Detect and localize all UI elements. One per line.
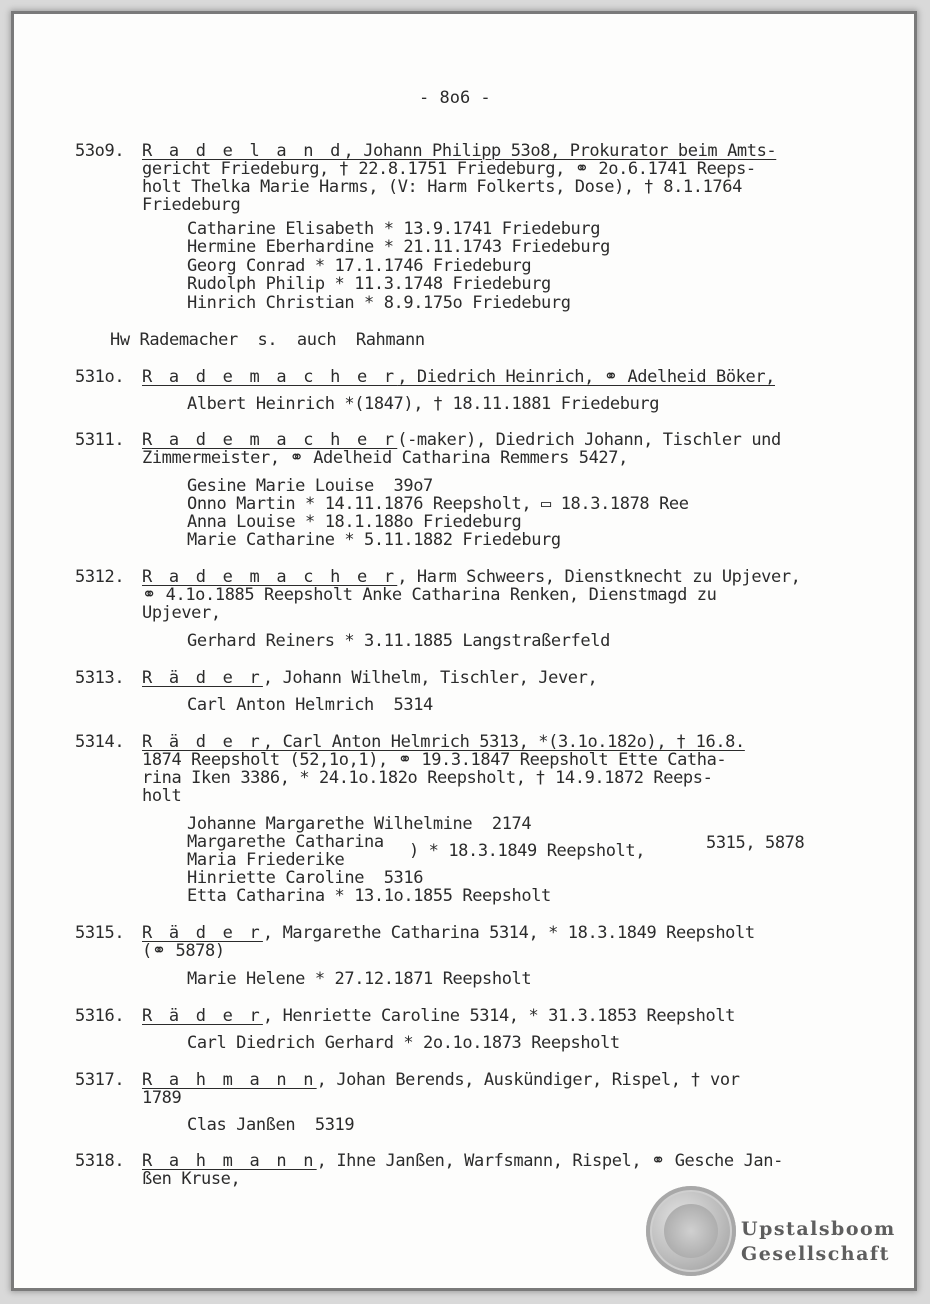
entry-surname: R ä d e r bbox=[142, 668, 263, 688]
twins-refs: 5315, 5878 bbox=[706, 833, 805, 853]
entry-text: , Johan Berends, Auskündiger, Rispel, † vor bbox=[316, 1070, 740, 1090]
child-line: Anna Louise * 18.1.188o Friedeburg bbox=[187, 512, 522, 532]
child-line: Carl Anton Helmrich 5314 bbox=[187, 695, 433, 715]
entry-text: , Carl Anton Helmrich 5313, *(3.1o.182o), † 16.8. bbox=[262, 732, 745, 752]
child-line: Hinrich Christian * 8.9.175o Friedeburg bbox=[187, 293, 571, 313]
child-line: Rudolph Philip * 11.3.1748 Friedeburg bbox=[187, 274, 551, 294]
seal-center bbox=[664, 1204, 718, 1258]
document-page bbox=[14, 14, 914, 1288]
entry-text: , Henriette Caroline 5314, * 31.3.1853 Reepsholt bbox=[262, 1006, 735, 1026]
entry-line: holt Thelka Marie Harms, (V: Harm Folkerts, Dose), † 8.1.1764 bbox=[142, 177, 742, 197]
entry-number: 5311. bbox=[75, 430, 125, 450]
entry-line: 1874 Reepsholt (52,1o,1), ⚭ 19.3.1847 Reepsholt Ette Catha- bbox=[142, 750, 727, 770]
entry-line: Upjever, bbox=[142, 603, 221, 623]
entry-line bbox=[142, 669, 597, 687]
entry-line: Zimmermeister, ⚭ Adelheid Catharina Remmers 5427, bbox=[142, 448, 628, 468]
entry-number: 5312. bbox=[75, 567, 125, 587]
entry-surname: R a d e m a c h e r bbox=[142, 430, 398, 450]
entry-number: 5316. bbox=[75, 1006, 125, 1026]
child-line: Catharine Elisabeth * 13.9.1741 Friedeburg bbox=[187, 219, 601, 239]
entry-line: gericht Friedeburg, † 22.8.1751 Friedeburg, ⚭ 2o.6.1741 Reeps- bbox=[142, 159, 756, 179]
child-line: Margarethe Catharina bbox=[187, 832, 384, 852]
entry-number: 5315. bbox=[75, 923, 125, 943]
child-line: Hermine Eberhardine * 21.11.1743 Friedeburg bbox=[187, 237, 610, 257]
page-number: - 8o6 - bbox=[419, 88, 491, 108]
entry-line bbox=[142, 142, 776, 160]
entry-number: 531o. bbox=[75, 367, 125, 387]
entry-line bbox=[142, 568, 801, 586]
child-line: Marie Catharine * 5.11.1882 Friedeburg bbox=[187, 530, 561, 550]
child-line: Hinriette Caroline 5316 bbox=[187, 868, 424, 888]
entry-surname: R a d e m a c h e r bbox=[142, 567, 398, 587]
entry-line: (⚭ 5878) bbox=[142, 941, 225, 961]
entry-surname: R a d e m a c h e r bbox=[142, 367, 398, 387]
publisher-name-line1: Upstalsboom bbox=[741, 1218, 896, 1240]
entry-text: , Diedrich Heinrich, ⚭ Adelheid Böker, bbox=[397, 367, 775, 387]
entry-number: 5314. bbox=[75, 732, 125, 752]
entry-line bbox=[142, 1152, 783, 1170]
entry-line: ßen Kruse, bbox=[142, 1169, 241, 1189]
twins-note: ) * 18.3.1849 Reepsholt, bbox=[409, 841, 646, 861]
entry-text: , Margarethe Catharina 5314, * 18.3.1849 Reepsholt bbox=[262, 923, 755, 943]
entry-line bbox=[142, 1071, 740, 1089]
publisher-seal-logo bbox=[646, 1186, 736, 1276]
entry-line bbox=[142, 431, 781, 449]
entry-surname: R a h m a n n bbox=[142, 1070, 317, 1090]
entry-text: , Harm Schweers, Dienstknecht zu Upjever, bbox=[397, 567, 801, 587]
child-line: Etta Catharina * 13.1o.1855 Reepsholt bbox=[187, 886, 551, 906]
entry-number: 5318. bbox=[75, 1151, 125, 1171]
entry-number: 53o9. bbox=[75, 141, 125, 161]
entry-line: Friedeburg bbox=[142, 195, 241, 215]
child-line: Georg Conrad * 17.1.1746 Friedeburg bbox=[187, 256, 532, 276]
entry-line: ⚭ 4.1o.1885 Reepsholt Anke Catharina Renken, Dienstmagd zu bbox=[142, 585, 717, 605]
entry-surname: R a d e l a n d bbox=[142, 141, 344, 161]
entry-number: 5317. bbox=[75, 1070, 125, 1090]
entry-text: , Ihne Janßen, Warfsmann, Rispel, ⚭ Gesche Jan- bbox=[316, 1151, 783, 1171]
child-line: Albert Heinrich *(1847), † 18.11.1881 Friedeburg bbox=[187, 394, 660, 414]
entry-line: rina Iken 3386, * 24.1o.182o Reepsholt, † 14.9.1872 Reeps- bbox=[142, 768, 713, 788]
child-line: Clas Janßen 5319 bbox=[187, 1115, 355, 1135]
entry-surname: R ä d e r bbox=[142, 732, 263, 752]
child-line: Marie Helene * 27.12.1871 Reepsholt bbox=[187, 969, 532, 989]
entry-surname: R ä d e r bbox=[142, 1006, 263, 1026]
entry-line: holt bbox=[142, 786, 182, 806]
entry-line bbox=[142, 368, 775, 386]
entry-text: (-maker), Diedrich Johann, Tischler und bbox=[397, 430, 781, 450]
child-line: Johanne Margarethe Wilhelmine 2174 bbox=[187, 814, 532, 834]
entry-line bbox=[142, 1007, 735, 1025]
cross-reference: Hw Rademacher s. auch Rahmann bbox=[110, 330, 425, 350]
child-line: Carl Diedrich Gerhard * 2o.1o.1873 Reepsholt bbox=[187, 1033, 620, 1053]
entry-surname: R ä d e r bbox=[142, 923, 263, 943]
child-line: Maria Friederike bbox=[187, 850, 345, 870]
child-line: Onno Martin * 14.11.1876 Reepsholt, ▭ 18.3.1878 Ree bbox=[187, 494, 689, 514]
entry-line: 1789 bbox=[142, 1088, 182, 1108]
publisher-name-line2: Gesellschaft bbox=[741, 1243, 890, 1265]
child-line: Gerhard Reiners * 3.11.1885 Langstraßerfeld bbox=[187, 631, 610, 651]
child-line: Gesine Marie Louise 39o7 bbox=[187, 476, 433, 496]
entry-surname: R a h m a n n bbox=[142, 1151, 317, 1171]
entry-number: 5313. bbox=[75, 668, 125, 688]
entry-text: , Johann Wilhelm, Tischler, Jever, bbox=[262, 668, 598, 688]
entry-line bbox=[142, 733, 745, 751]
entry-text: , Johann Philipp 53o8, Prokurator beim Amts- bbox=[343, 141, 777, 161]
entry-line bbox=[142, 924, 755, 942]
